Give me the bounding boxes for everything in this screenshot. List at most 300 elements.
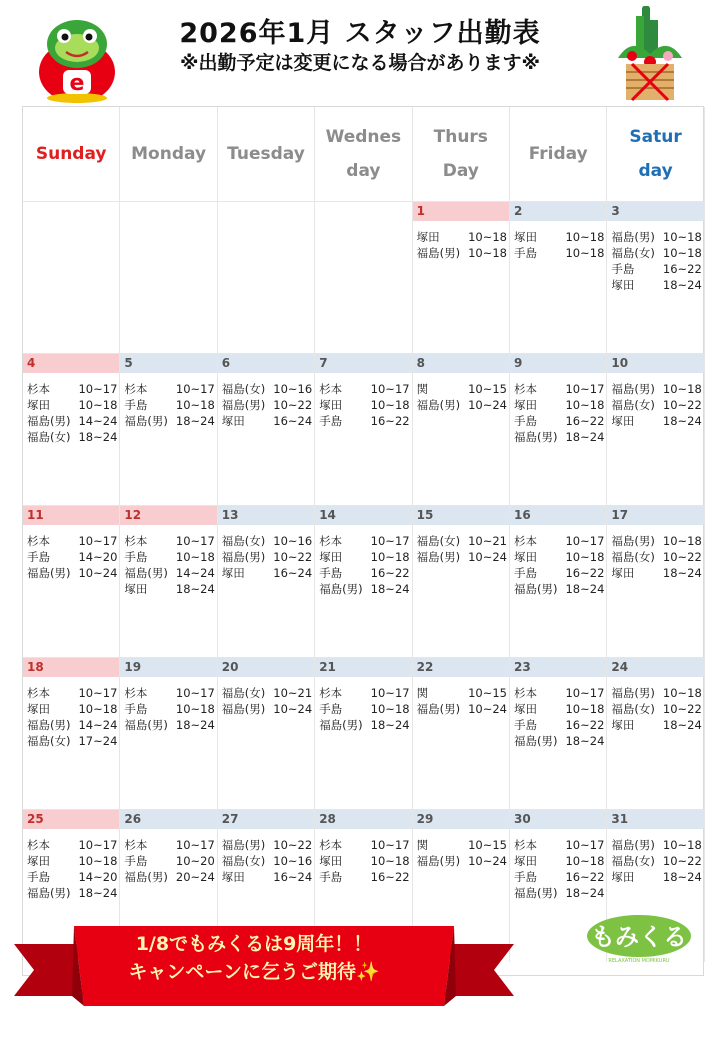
staff-name: 杉本 <box>124 382 148 396</box>
shift-entry <box>319 685 409 701</box>
shift-entry <box>611 549 701 565</box>
shift-hours: 18~24 <box>175 414 215 428</box>
shift-entry <box>611 397 701 413</box>
staff-name: 手島 <box>514 870 537 884</box>
shift-hours: 10~17 <box>78 534 118 548</box>
shift-entry <box>319 549 409 565</box>
day-number: 16 <box>510 506 606 525</box>
shift-hours: 18~24 <box>662 414 702 428</box>
day-number: 5 <box>120 354 216 373</box>
staff-name: 杉本 <box>27 534 50 548</box>
momikuru-logo <box>584 914 694 964</box>
day-number: 20 <box>218 658 314 677</box>
shift-entry <box>514 869 604 885</box>
shift-hours: 10~22 <box>273 838 313 852</box>
staff-name: 塚田 <box>416 230 440 244</box>
shift-list <box>218 525 314 581</box>
shift-hours: 10~18 <box>565 398 605 412</box>
weekday-label: Sunday <box>35 144 107 164</box>
day-number: 2 <box>510 202 606 221</box>
staff-name: 福島(男) <box>416 854 461 868</box>
shift-hours: 14~24 <box>175 566 215 580</box>
staff-name: 福島(男) <box>514 582 558 596</box>
staff-name: 福島(男) <box>124 414 168 428</box>
shift-hours: 10~18 <box>370 702 410 716</box>
shift-hours: 10~17 <box>78 686 118 700</box>
shift-hours: 14~24 <box>78 718 118 732</box>
staff-name: 手島 <box>611 262 635 276</box>
shift-entry <box>514 853 604 869</box>
shift-list <box>120 829 216 885</box>
staff-name: 福島(女) <box>416 534 461 548</box>
calendar-day-cell <box>315 354 412 506</box>
shift-entry <box>611 533 701 549</box>
shift-hours: 10~18 <box>370 398 410 412</box>
shift-entry <box>27 733 117 749</box>
weekday-header-cell <box>120 107 217 201</box>
calendar-day-cell <box>607 506 704 658</box>
staff-name: 福島(男) <box>319 718 363 732</box>
shift-entry <box>611 261 701 277</box>
calendar-empty-cell <box>120 202 217 354</box>
staff-name: 福島(男) <box>416 702 461 716</box>
shift-entry <box>222 837 312 853</box>
shift-hours: 10~22 <box>662 854 702 868</box>
shift-hours: 10~18 <box>662 382 702 396</box>
shift-entry <box>611 381 701 397</box>
shift-list <box>315 677 411 733</box>
staff-name: 手島 <box>319 870 343 884</box>
staff-name: 手島 <box>124 398 148 412</box>
shift-hours: 17~24 <box>78 734 118 748</box>
shift-hours: 10~18 <box>565 550 605 564</box>
shift-hours: 16~22 <box>370 414 410 428</box>
staff-name: 福島(男) <box>221 550 266 564</box>
shift-entry <box>611 869 701 885</box>
day-number: 31 <box>607 810 703 829</box>
shift-entry <box>417 853 507 869</box>
calendar-empty-cell <box>23 202 120 354</box>
shift-hours: 10~18 <box>565 702 605 716</box>
weekday-header-cell <box>218 107 315 201</box>
day-number: 23 <box>510 658 606 677</box>
shift-entry <box>514 533 604 549</box>
day-number: 3 <box>607 202 703 221</box>
shift-entry <box>417 837 507 853</box>
staff-name: 関 <box>416 382 429 396</box>
weekday-label: Thurs Day <box>433 127 488 181</box>
shift-list <box>315 829 411 885</box>
staff-name: 杉本 <box>514 838 537 852</box>
day-number: 1 <box>413 202 509 221</box>
shift-hours: 10~24 <box>468 398 507 412</box>
shift-hours: 14~24 <box>78 414 118 428</box>
shift-list <box>23 829 119 901</box>
shift-list <box>218 677 314 717</box>
calendar-day-cell <box>413 202 510 354</box>
shift-entry <box>27 549 117 565</box>
shift-list <box>23 525 119 581</box>
shift-entry <box>417 701 507 717</box>
shift-hours: 10~18 <box>662 230 702 244</box>
shift-hours: 16~24 <box>273 414 313 428</box>
staff-name: 福島(男) <box>611 534 655 548</box>
shift-entry <box>222 397 312 413</box>
shift-entry <box>124 565 214 581</box>
staff-name: 塚田 <box>319 398 343 412</box>
shift-hours: 10~16 <box>273 382 313 396</box>
staff-name: 塚田 <box>221 870 245 884</box>
day-number: 22 <box>413 658 509 677</box>
shift-list <box>23 677 119 749</box>
staff-name: 塚田 <box>611 718 635 732</box>
weekday-label: Wednes day <box>325 127 402 181</box>
staff-name: 福島(女) <box>611 550 655 564</box>
shift-hours: 10~16 <box>273 854 313 868</box>
staff-name: 福島(女) <box>611 246 655 260</box>
shift-entry <box>514 229 604 245</box>
staff-name: 福島(女) <box>221 854 266 868</box>
day-number: 11 <box>23 506 119 525</box>
staff-name: 塚田 <box>27 854 50 868</box>
day-number: 12 <box>120 506 216 525</box>
staff-name: 手島 <box>319 566 343 580</box>
calendar-day-cell <box>218 354 315 506</box>
shift-list <box>315 373 411 429</box>
staff-name: 福島(男) <box>514 430 558 444</box>
calendar-empty-cell <box>218 202 315 354</box>
shift-hours: 10~17 <box>78 382 118 396</box>
shift-list <box>218 829 314 885</box>
staff-name: 福島(女) <box>611 398 655 412</box>
day-number: 15 <box>413 506 509 525</box>
staff-name: 福島(男) <box>611 382 655 396</box>
shift-entry <box>417 533 507 549</box>
staff-name: 手島 <box>27 550 50 564</box>
shift-entry <box>319 397 409 413</box>
shift-hours: 10~18 <box>468 230 507 244</box>
staff-name: 福島(女) <box>27 430 71 444</box>
shift-hours: 10~17 <box>175 838 215 852</box>
shift-entry <box>611 685 701 701</box>
shift-hours: 10~18 <box>370 550 410 564</box>
shift-hours: 18~24 <box>370 582 410 596</box>
staff-name: 杉本 <box>124 686 148 700</box>
shift-entry <box>611 229 701 245</box>
staff-name: 塚田 <box>27 398 50 412</box>
shift-hours: 10~15 <box>468 382 507 396</box>
shift-entry <box>514 397 604 413</box>
calendar-day-cell <box>120 354 217 506</box>
staff-name: 塚田 <box>221 414 245 428</box>
shift-list <box>413 525 509 565</box>
staff-name: 杉本 <box>514 686 537 700</box>
shift-entry <box>27 685 117 701</box>
weekday-label: Satur day <box>629 127 682 181</box>
banner-line-2: キャンペーンに乞うご期待✨ <box>128 961 380 983</box>
staff-name: 福島(女) <box>221 686 266 700</box>
shift-hours: 10~15 <box>468 838 507 852</box>
shift-entry <box>27 701 117 717</box>
calendar-week-row <box>23 657 705 809</box>
shift-entry <box>514 837 604 853</box>
staff-name: 塚田 <box>611 278 635 292</box>
shift-hours: 10~24 <box>468 702 507 716</box>
staff-name: 杉本 <box>27 686 50 700</box>
staff-name: 手島 <box>319 414 343 428</box>
staff-name: 福島(男) <box>124 718 168 732</box>
shift-hours: 20~24 <box>175 870 215 884</box>
staff-name: 杉本 <box>124 534 148 548</box>
staff-name: 塚田 <box>611 566 635 580</box>
staff-name: 福島(男) <box>319 582 363 596</box>
shift-hours: 10~15 <box>468 686 507 700</box>
day-number: 4 <box>23 354 119 373</box>
day-number: 13 <box>218 506 314 525</box>
shift-entry <box>514 429 604 445</box>
shift-hours: 10~18 <box>370 854 410 868</box>
shift-entry <box>319 701 409 717</box>
shift-hours: 10~22 <box>273 550 313 564</box>
shift-entry <box>124 381 214 397</box>
staff-name: 福島(男) <box>514 886 558 900</box>
weekday-header-cell <box>607 107 704 201</box>
shift-hours: 18~24 <box>662 566 702 580</box>
staff-name: 福島(男) <box>514 734 558 748</box>
shift-entry <box>27 533 117 549</box>
staff-calendar <box>22 106 704 976</box>
staff-name: 塚田 <box>514 702 537 716</box>
shift-hours: 10~18 <box>662 686 702 700</box>
shift-entry <box>222 685 312 701</box>
staff-name: 塚田 <box>514 230 537 244</box>
shift-entry <box>514 245 604 261</box>
staff-name: 手島 <box>514 718 537 732</box>
staff-name: 福島(男) <box>27 566 71 580</box>
daruma-mascot-icon <box>32 10 122 105</box>
shift-hours: 16~22 <box>370 566 410 580</box>
shift-entry <box>27 885 117 901</box>
calendar-day-cell <box>218 506 315 658</box>
shift-entry <box>124 685 214 701</box>
day-number: 19 <box>120 658 216 677</box>
calendar-day-cell <box>315 658 412 810</box>
shift-entry <box>611 277 701 293</box>
staff-name: 手島 <box>514 566 537 580</box>
shift-entry <box>27 837 117 853</box>
shift-list <box>23 373 119 445</box>
shift-list <box>120 525 216 597</box>
staff-name: 福島(男) <box>416 246 461 260</box>
shift-entry <box>319 581 409 597</box>
shift-list <box>413 677 509 717</box>
shift-hours: 10~17 <box>565 686 605 700</box>
shift-hours: 10~17 <box>370 382 410 396</box>
calendar-day-cell <box>120 658 217 810</box>
weekday-header-cell <box>413 107 510 201</box>
shift-entry <box>319 533 409 549</box>
shift-entry <box>27 565 117 581</box>
shift-hours: 10~18 <box>175 702 215 716</box>
day-number: 28 <box>315 810 411 829</box>
shift-hours: 16~22 <box>565 718 605 732</box>
weekday-header-cell <box>315 107 412 201</box>
weekday-header-cell <box>23 107 120 201</box>
staff-name: 塚田 <box>319 550 343 564</box>
shift-entry <box>417 397 507 413</box>
shift-list <box>510 677 606 749</box>
shift-hours: 10~24 <box>468 854 507 868</box>
shift-hours: 10~24 <box>273 702 313 716</box>
shift-list <box>607 525 703 581</box>
shift-list <box>510 525 606 597</box>
shift-entry <box>417 549 507 565</box>
calendar-day-cell <box>510 658 607 810</box>
shift-entry <box>611 701 701 717</box>
shift-hours: 10~21 <box>273 686 313 700</box>
calendar-day-cell <box>510 202 607 354</box>
shift-hours: 10~17 <box>565 838 605 852</box>
weekday-label: Monday <box>131 144 207 164</box>
shift-entry <box>27 429 117 445</box>
shift-entry <box>319 381 409 397</box>
day-number: 21 <box>315 658 411 677</box>
calendar-day-cell <box>413 658 510 810</box>
shift-hours: 18~24 <box>370 718 410 732</box>
shift-entry <box>319 565 409 581</box>
shift-entry <box>514 381 604 397</box>
staff-name: 福島(男) <box>221 838 266 852</box>
staff-name: 塚田 <box>221 566 245 580</box>
calendar-day-cell <box>315 506 412 658</box>
shift-list <box>607 829 703 885</box>
shift-hours: 10~18 <box>468 246 507 260</box>
calendar-day-cell <box>23 658 120 810</box>
shift-list <box>510 829 606 901</box>
calendar-day-cell <box>23 506 120 658</box>
shift-hours: 10~17 <box>175 382 215 396</box>
shift-hours: 18~24 <box>565 582 605 596</box>
shift-hours: 16~22 <box>370 870 410 884</box>
staff-name: 福島(男) <box>27 886 71 900</box>
staff-name: 手島 <box>124 550 148 564</box>
shift-entry <box>514 685 604 701</box>
shift-entry <box>222 533 312 549</box>
shift-hours: 10~18 <box>662 534 702 548</box>
shift-hours: 16~24 <box>273 870 313 884</box>
day-number: 26 <box>120 810 216 829</box>
shift-entry <box>514 885 604 901</box>
shift-hours: 10~18 <box>78 854 118 868</box>
staff-name: 塚田 <box>611 870 635 884</box>
day-number: 9 <box>510 354 606 373</box>
shift-hours: 14~20 <box>78 550 118 564</box>
shift-hours: 14~20 <box>78 870 118 884</box>
calendar-day-cell <box>23 354 120 506</box>
staff-name: 杉本 <box>514 534 537 548</box>
staff-name: 関 <box>416 686 429 700</box>
svg-text:e: e <box>69 71 85 96</box>
shift-list <box>413 829 509 869</box>
day-number: 24 <box>607 658 703 677</box>
staff-name: 福島(男) <box>221 702 266 716</box>
calendar-day-cell <box>413 354 510 506</box>
staff-name: 福島(男) <box>221 398 266 412</box>
staff-name: 手島 <box>514 414 537 428</box>
day-number: 27 <box>218 810 314 829</box>
shift-hours: 18~24 <box>662 718 702 732</box>
shift-entry <box>417 245 507 261</box>
shift-hours: 18~24 <box>565 886 605 900</box>
staff-name: 福島(女) <box>221 534 266 548</box>
shift-hours: 10~17 <box>175 686 215 700</box>
shift-hours: 18~24 <box>565 430 605 444</box>
shift-entry <box>611 245 701 261</box>
staff-name: 塚田 <box>514 550 537 564</box>
page-subtitle: ※出勤予定は変更になる場合があります※ <box>180 52 540 74</box>
staff-name: 手島 <box>124 854 148 868</box>
shift-entry <box>27 869 117 885</box>
shift-list <box>120 677 216 733</box>
shift-entry <box>124 701 214 717</box>
staff-name: 福島(男) <box>416 398 461 412</box>
shift-hours: 18~24 <box>175 582 215 596</box>
shift-entry <box>611 413 701 429</box>
day-number: 7 <box>315 354 411 373</box>
shift-entry <box>27 413 117 429</box>
shift-entry <box>417 229 507 245</box>
staff-name: 杉本 <box>319 534 343 548</box>
shift-list <box>413 221 509 261</box>
day-number: 25 <box>23 810 119 829</box>
shift-entry <box>514 413 604 429</box>
shift-hours: 10~18 <box>662 246 702 260</box>
shift-list <box>510 373 606 445</box>
day-number: 6 <box>218 354 314 373</box>
shift-hours: 10~18 <box>78 702 118 716</box>
logo-text: もみくる <box>591 923 687 951</box>
shift-entry <box>319 853 409 869</box>
calendar-day-cell <box>413 506 510 658</box>
calendar-day-cell <box>510 506 607 658</box>
shift-hours: 10~18 <box>78 398 118 412</box>
campaign-banner-text <box>84 930 424 986</box>
shift-hours: 10~21 <box>468 534 507 548</box>
shift-entry <box>222 413 312 429</box>
shift-hours: 10~18 <box>662 838 702 852</box>
shift-entry <box>222 381 312 397</box>
shift-hours: 16~24 <box>273 566 313 580</box>
shift-hours: 10~22 <box>662 550 702 564</box>
shift-hours: 10~17 <box>370 686 410 700</box>
staff-name: 杉本 <box>319 686 343 700</box>
calendar-day-cell <box>607 354 704 506</box>
calendar-day-cell <box>607 202 704 354</box>
staff-name: 杉本 <box>27 838 50 852</box>
weekday-header <box>23 107 705 201</box>
day-number: 8 <box>413 354 509 373</box>
day-number: 14 <box>315 506 411 525</box>
shift-hours: 10~16 <box>273 534 313 548</box>
shift-list <box>218 373 314 429</box>
shift-hours: 10~18 <box>175 550 215 564</box>
weekday-header-cell <box>510 107 607 201</box>
day-number: 29 <box>413 810 509 829</box>
shift-entry <box>27 381 117 397</box>
shift-list <box>607 677 703 733</box>
shift-hours: 10~17 <box>370 534 410 548</box>
shift-entry <box>124 869 214 885</box>
